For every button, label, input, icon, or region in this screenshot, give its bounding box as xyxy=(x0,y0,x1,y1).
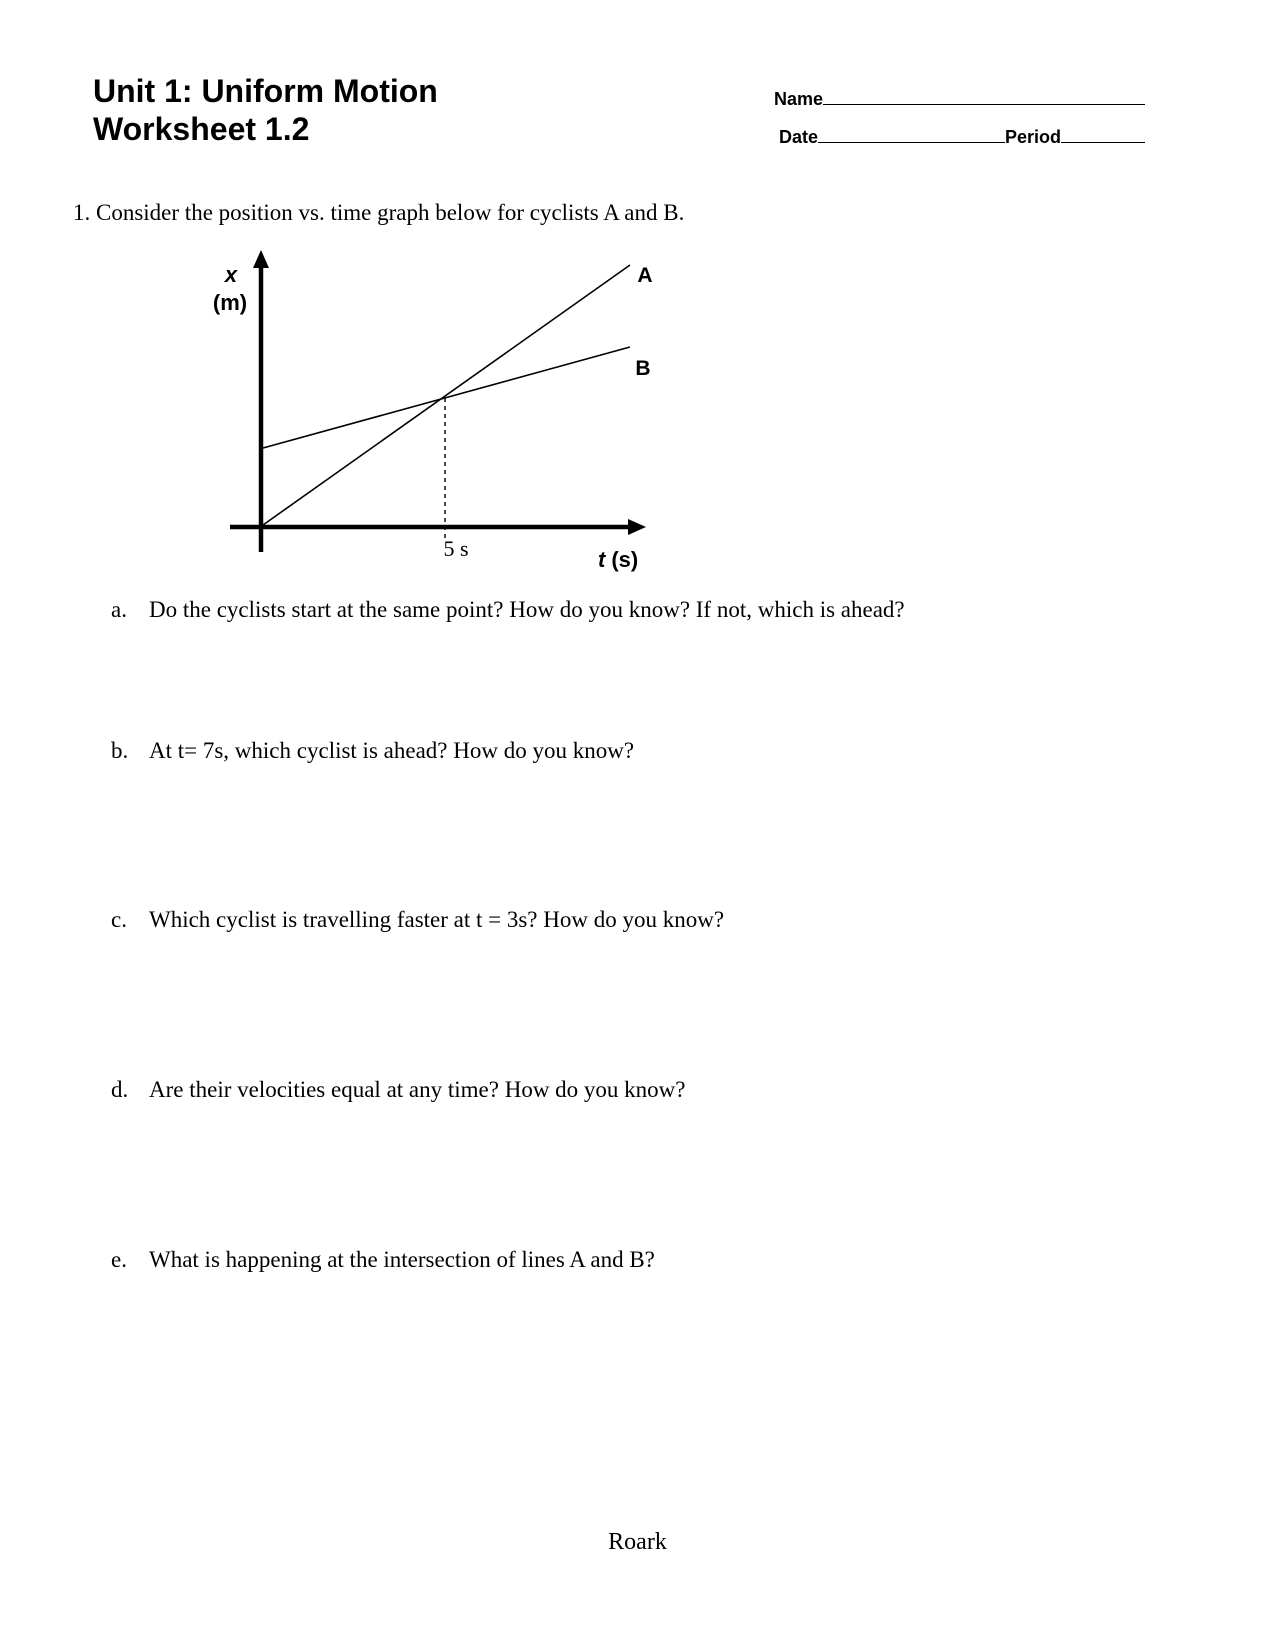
question-part-a xyxy=(111,596,905,624)
question-part-b-letter: b. xyxy=(111,738,129,763)
worksheet-title: Unit 1: Uniform Motion xyxy=(93,73,438,109)
y-axis-label-var: x xyxy=(224,262,238,287)
footer-author: Roark xyxy=(608,1529,667,1555)
question-part-d-text: Are their velocities equal at any time? How do you know? xyxy=(149,1077,686,1102)
line-b xyxy=(263,347,630,448)
y-axis-label-unit: (m) xyxy=(212,290,248,315)
question-part-e xyxy=(111,1246,655,1274)
question-part-b-text: At t= 7s, which cyclist is ahead? How do you know? xyxy=(149,738,635,763)
question-part-e-letter: e. xyxy=(111,1247,127,1272)
question-part-d-letter: d. xyxy=(111,1077,129,1102)
question-part-a-text: Do the cyclists start at the same point? How do you know? If not, which is ahead? xyxy=(149,597,905,622)
line-a xyxy=(263,265,630,525)
x-axis-label xyxy=(598,547,638,572)
x-tick-label: 5 s xyxy=(443,536,469,561)
question-part-d xyxy=(111,1076,686,1104)
date-label: Date xyxy=(779,127,819,147)
y-axis-arrow xyxy=(253,250,269,268)
line-a-label: A xyxy=(637,264,653,287)
question-1-prompt: 1. Consider the position vs. time graph below for cyclists A and B. xyxy=(73,200,685,225)
name-label: Name xyxy=(774,89,824,109)
x-axis-arrow xyxy=(628,519,646,535)
question-part-b xyxy=(111,737,634,765)
question-part-c xyxy=(111,906,724,934)
question-part-c-letter: c. xyxy=(111,907,127,932)
x-axis-label-unit: (s) xyxy=(611,547,639,572)
line-b-label: B xyxy=(635,357,651,380)
question-part-e-text: What is happening at the intersection of lines A and B? xyxy=(149,1247,655,1272)
period-label: Period xyxy=(1005,127,1062,147)
worksheet-subtitle: Worksheet 1.2 xyxy=(93,111,310,147)
question-part-c-text: Which cyclist is travelling faster at t = 3s? How do you know? xyxy=(149,907,725,932)
question-part-a-letter: a. xyxy=(111,597,127,622)
x-axis-label-var: t xyxy=(598,547,606,572)
